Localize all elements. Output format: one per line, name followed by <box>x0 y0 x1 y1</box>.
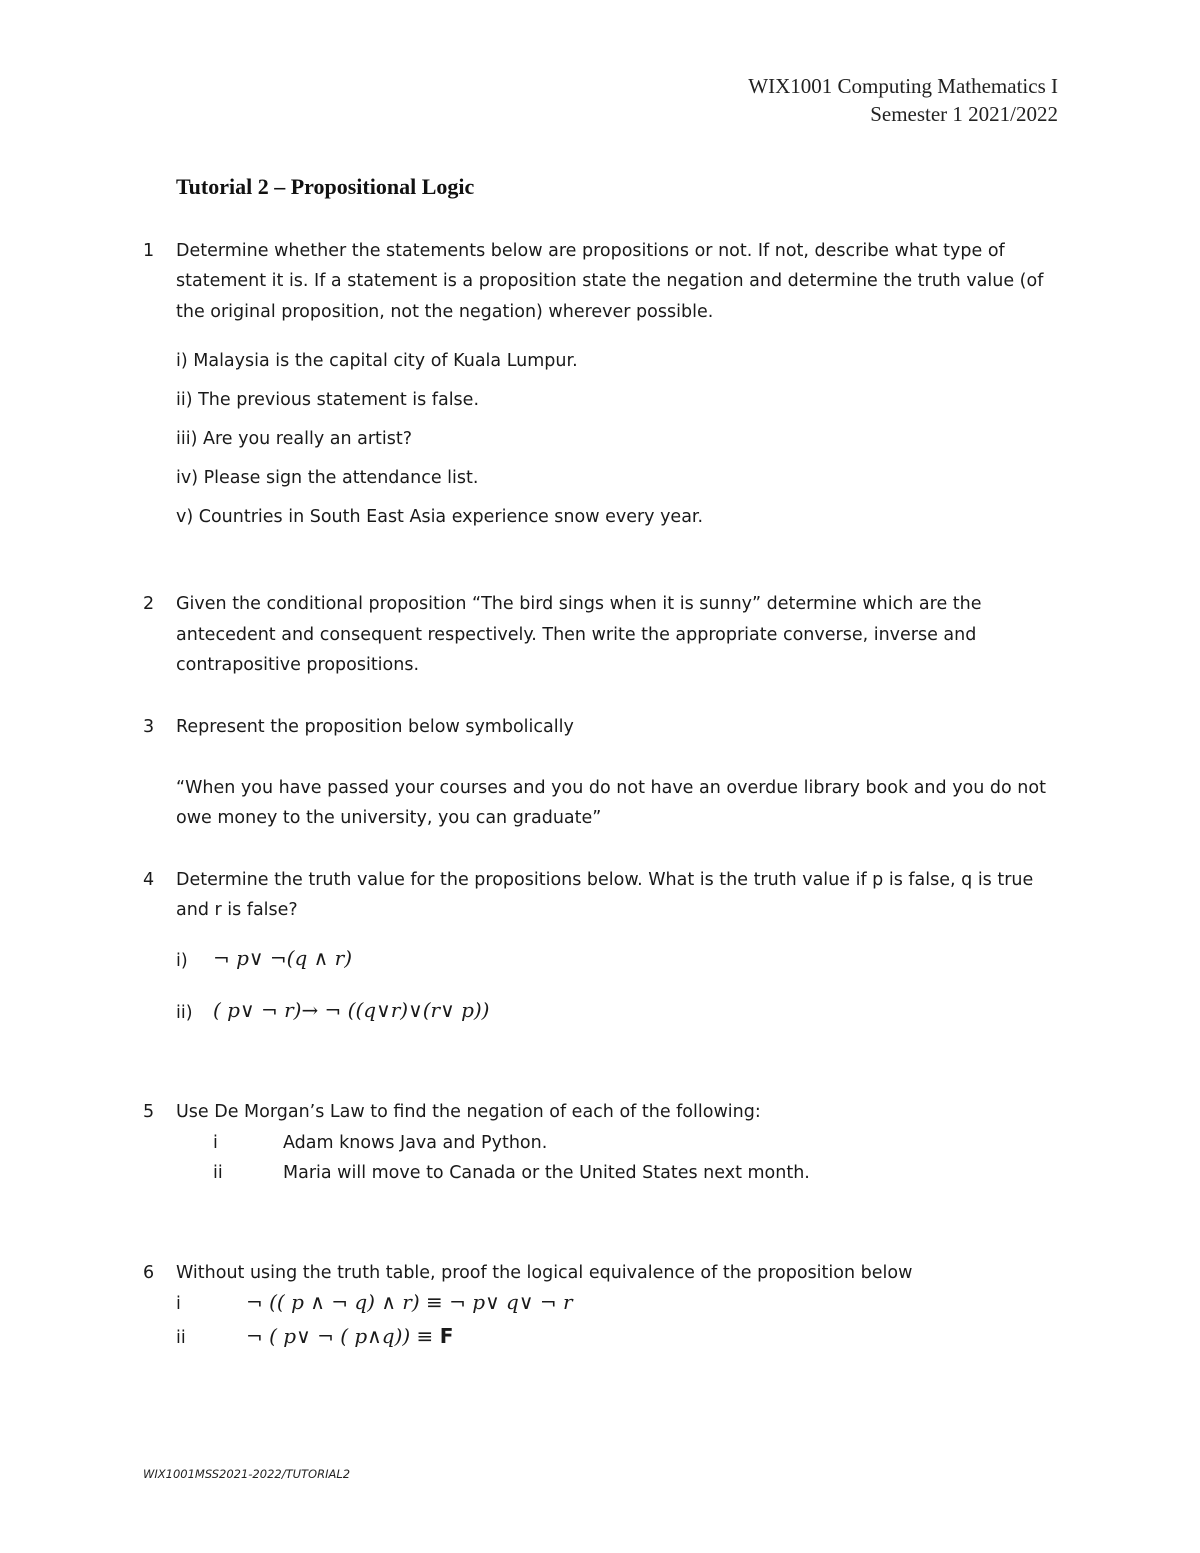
semester-header: Semester 1 2021/2022 <box>870 102 1058 126</box>
q1-item: v) Countries in South East Asia experience snow every year. <box>176 507 704 527</box>
q6-item-label: ii <box>176 1328 186 1348</box>
q6-text-line: Without using the truth table, proof the logical equivalence of the proposition below <box>176 1263 913 1283</box>
q1-item: iii) Are you really an artist? <box>176 429 413 449</box>
q2-text-line: contrapositive propositions. <box>176 655 420 675</box>
q4-item-expression: ( p∨ ¬ r)→ ¬ ((q∨r)∨(r∨ p)) <box>213 998 490 1022</box>
course-header: WIX1001 Computing Mathematics I <box>748 74 1058 98</box>
q1-text-line: the original proposition, not the negation) wherever possible. <box>176 302 714 322</box>
q4-item-expression: ¬ p∨ ¬(q ∧ r) <box>213 946 352 970</box>
question-number: 3 <box>143 717 155 737</box>
q4-item-label: ii) <box>176 1003 193 1023</box>
q1-item: iv) Please sign the attendance list. <box>176 468 479 488</box>
q5-text-line: Use De Morgan’s Law to find the negation of each of the following: <box>176 1102 761 1122</box>
q5-item-label: ii <box>213 1163 223 1183</box>
page-title: Tutorial 2 – Propositional Logic <box>176 174 475 199</box>
q6-item-label: i <box>176 1294 181 1314</box>
q1-text-line: Determine whether the statements below are propositions or not. If not, describe what type of <box>176 241 1005 261</box>
q5-item-text: Maria will move to Canada or the United States next month. <box>283 1163 810 1183</box>
q6-item-expression: ¬ (( p ∧ ¬ q) ∧ r) ≡ ¬ p∨ q∨ ¬ r <box>246 1290 573 1314</box>
footer-code: WIX1001MSS2021-2022/TUTORIAL2 <box>143 1467 351 1481</box>
q4-item-label: i) <box>176 951 188 971</box>
question-number: 4 <box>143 870 155 890</box>
q6-item-expression: ¬ ( p∨ ¬ ( p∧q)) ≡ <box>246 1324 434 1348</box>
question-number: 6 <box>143 1263 155 1283</box>
q1-item: i) Malaysia is the capital city of Kuala Lumpur. <box>176 351 578 371</box>
q4-text-line: and r is false? <box>176 900 298 920</box>
question-number: 1 <box>143 241 155 261</box>
q1-item: ii) The previous statement is false. <box>176 390 480 410</box>
q3-quote-line: owe money to the university, you can graduate” <box>176 808 602 828</box>
q5-item-text: Adam knows Java and Python. <box>283 1133 548 1153</box>
q4-text-line: Determine the truth value for the propositions below. What is the truth value if p is false, q is true <box>176 870 1034 890</box>
q6-item-expression-line <box>246 1324 453 1348</box>
false-constant: F <box>439 1324 454 1348</box>
question-number: 5 <box>143 1102 155 1122</box>
question-number: 2 <box>143 594 155 614</box>
q1-text-line: statement it is. If a statement is a proposition state the negation and determine the truth value (of <box>176 271 1044 291</box>
q5-item-label: i <box>213 1133 218 1153</box>
q3-text-line: Represent the proposition below symbolically <box>176 717 574 737</box>
q2-text-line: Given the conditional proposition “The bird sings when it is sunny” determine which are the <box>176 594 982 614</box>
q2-text-line: antecedent and consequent respectively. Then write the appropriate converse, inverse and <box>176 625 977 645</box>
q3-quote-line: “When you have passed your courses and you do not have an overdue library book and you do not <box>176 778 1046 798</box>
